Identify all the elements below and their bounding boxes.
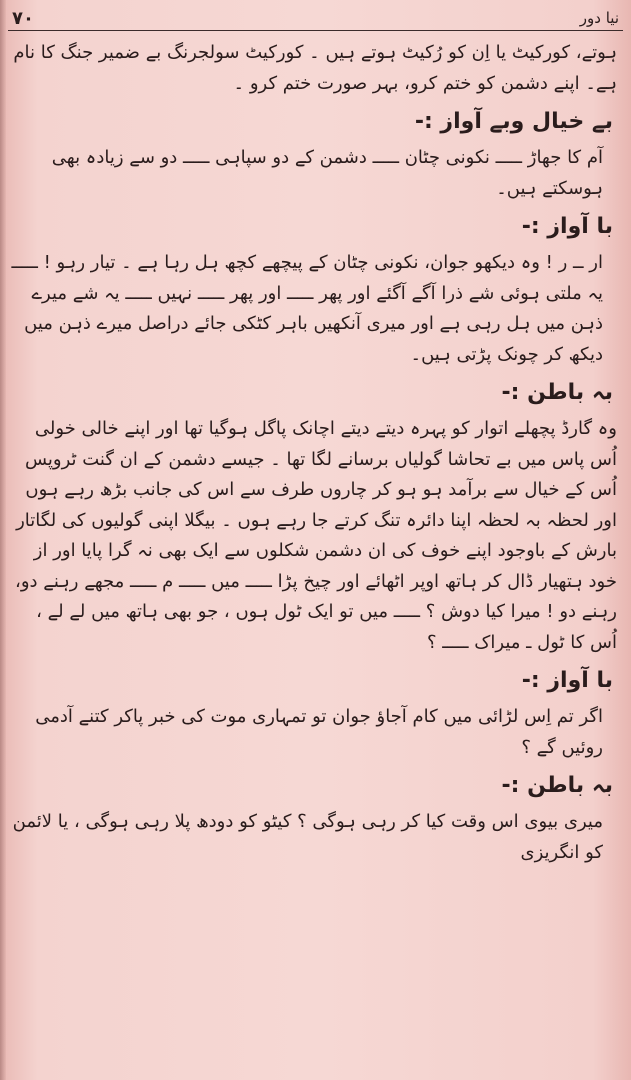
section-heading: بے خیال وبے آواز :-	[414, 109, 613, 134]
page-header	[12, 4, 619, 32]
paragraph: وہ گارڈ پچھلے اتوار کو پہرہ دیتے دیتے اچانک پاگل ہوگیا تھا اور اپنے خالی خولی اُس پاس میں بے تحاشا گولیاں برسانے لگا تھا ۔ جیسے دشمن کے ان گنت ٹروپس اُس کے خیال سے برآمد ہو ہو کر چاروں طرف سے اس کی جانب بڑھ رہے ہوں اور لحظہ بہ لحظہ اپنا دائرہ تنگ کرتے جا رہے ہوں ۔ بیگلا اپنی گولیوں کی لگاتار بارش کے باوجود اپنے خوف کی ان دشمن شکلوں سے ایک بھی نہ گرا پایا اور از خود ہتھیار ڈال کر ہاتھ اوپر اٹھائے اور چیخ پڑا ـــــ میں ـــــ م ـــــ مجھے رہنے دو، رہنے دو ! میرا کیا دوش ؟ ـــــ میں تو ایک ٹول ہوں ، جو بھی ہاتھ میں لے لے ، اُس کا ٹول ـ میراک ـــــ ؟	[15, 418, 617, 653]
page-number: ٧٠	[12, 7, 34, 29]
section-heading: با آواز :-	[521, 668, 613, 693]
section-heading: با آواز :-	[521, 214, 613, 239]
paragraph: ار ــ ر ! وہ دیکھو جوان، نکونی چٹان کے پیچھے کچھ ہل رہا ہے ۔ تیار رہو ! ـــــ یہ ملتی ہوئی شے ذرا آگے آگئے اور پھر ـــــ اور پھر ـــــ نہیں ـــــ یہ شے میرے ذہن میں ہل رہی ہے اور میری آنکھیں باہر کٹکی جائے دراصل میرے ذہن میں دیکھ کر چونک پڑتی ہیں۔	[11, 252, 603, 365]
page-body	[10, 38, 617, 872]
page-edge-shadow	[0, 0, 6, 1080]
paragraph: میری بیوی اس وقت کیا کر رہی ہوگی ؟ کیٹو کو دودھ پلا رہی ہوگی ، یا لائمن کو انگریزی	[12, 811, 603, 863]
paragraph: ہوتے، کورکیٹ یا اِن کو رُکیٹ ہوتے ہیں ۔ کورکیٹ سولجرنگ بے ضمیر جنگ کا نام ہے۔ اپنے دشمن کو ختم کرو، بہر صورت ختم کرو ۔	[13, 42, 617, 94]
paragraph: اگر تم اِس لڑائی میں کام آجاؤ جوان تو تمہاری موت کی خبر پاکر کتنے آدمی روئیں گے ؟	[35, 706, 603, 758]
section-heading: بہ باطن :-	[501, 380, 613, 405]
section-heading: بہ باطن :-	[501, 773, 613, 798]
running-title: نیا دور	[579, 9, 619, 27]
paragraph: آم کا جھاڑ ـــــ نکونی چٹان ـــــ دشمن کے دو سپاہی ـــــ دو سے زیادہ بھی ہوسکتے ہیں۔	[51, 147, 603, 199]
header-rule	[8, 30, 623, 31]
